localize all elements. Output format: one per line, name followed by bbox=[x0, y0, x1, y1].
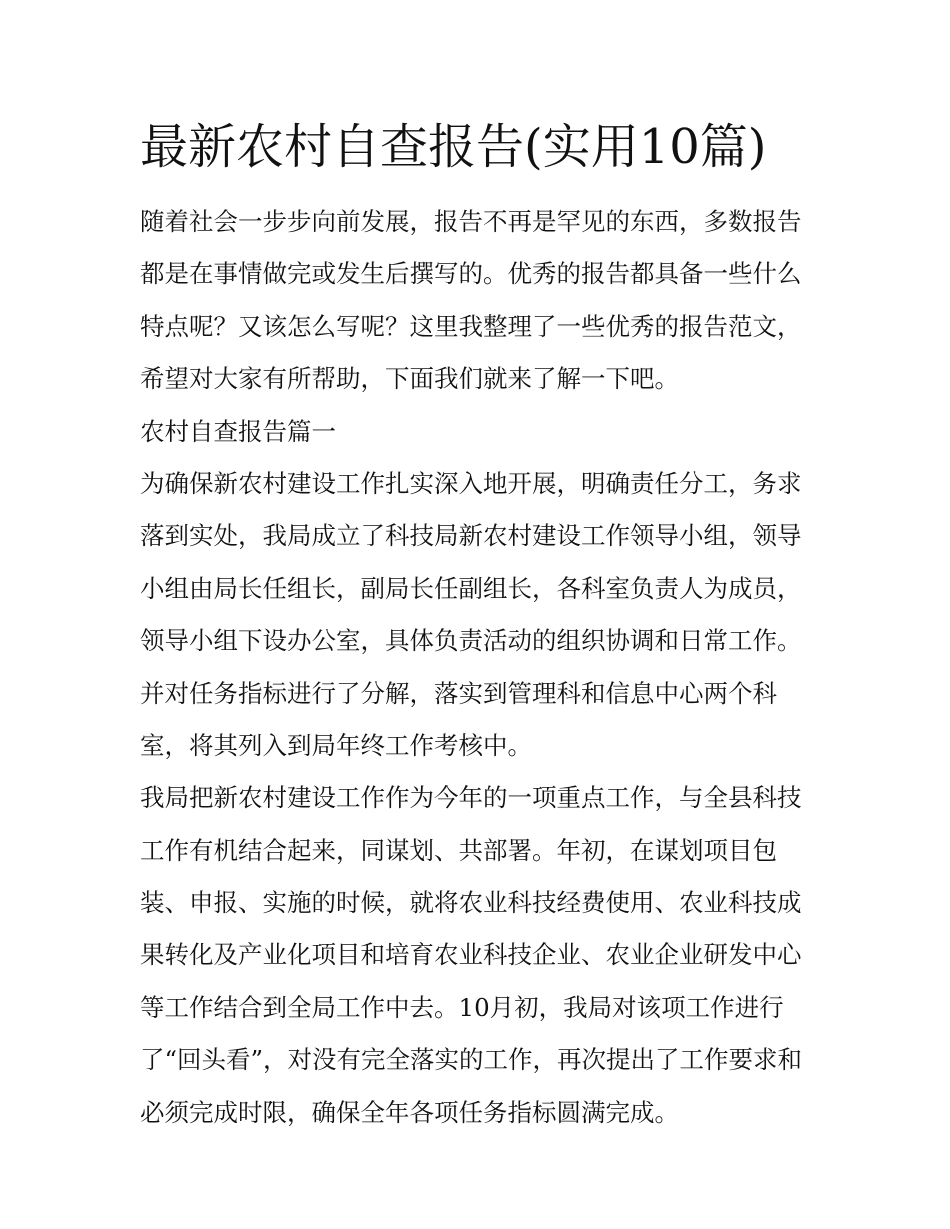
document-title: 最新农村自查报告(实用10篇) bbox=[140, 119, 767, 175]
section-heading: 农村自查报告篇一 bbox=[140, 416, 336, 446]
body-line: 为确保新农村建设工作扎实深入地开展，明确责任分工，务求 bbox=[140, 468, 802, 498]
body-line: 工作有机结合起来，同谋划、共部署。年初，在谋划项目包 bbox=[140, 835, 777, 865]
body-line: 必须完成时限，确保全年各项任务指标圆满完成。 bbox=[140, 1097, 679, 1127]
body-line: 并对任务指标进行了分解，落实到管理科和信息中心两个科 bbox=[140, 678, 777, 708]
document-body bbox=[140, 196, 820, 1139]
body-line: 希望对大家有所帮助，下面我们就来了解一下吧。 bbox=[140, 364, 679, 394]
body-line: 小组由局长任组长，副局长任副组长，各科室负责人为成员， bbox=[140, 573, 802, 603]
body-line: 都是在事情做完或发生后撰写的。优秀的报告都具备一些什么 bbox=[140, 259, 802, 289]
body-line: 室，将其列入到局年终工作考核中。 bbox=[140, 730, 532, 760]
body-line: 落到实处，我局成立了科技局新农村建设工作领导小组，领导 bbox=[140, 521, 802, 551]
body-line: 等工作结合到全局工作中去。10月初，我局对该项工作进行 bbox=[140, 992, 784, 1022]
body-line: 装、申报、实施的时候，就将农业科技经费使用、农业科技成 bbox=[140, 888, 802, 918]
body-line: 我局把新农村建设工作作为今年的一项重点工作，与全县科技 bbox=[140, 783, 802, 813]
body-line: 了“回头看”，对没有完全落实的工作，再次提出了工作要求和 bbox=[140, 1045, 803, 1075]
body-line: 领导小组下设办公室，具体负责活动的组织协调和日常工作。 bbox=[140, 626, 802, 656]
body-line: 特点呢？又该怎么写呢？这里我整理了一些优秀的报告范文， bbox=[140, 311, 802, 341]
body-line: 随着社会一步步向前发展，报告不再是罕见的东西，多数报告 bbox=[140, 207, 802, 236]
body-line: 果转化及产业化项目和培育农业科技企业、农业企业研发中心 bbox=[140, 940, 802, 970]
